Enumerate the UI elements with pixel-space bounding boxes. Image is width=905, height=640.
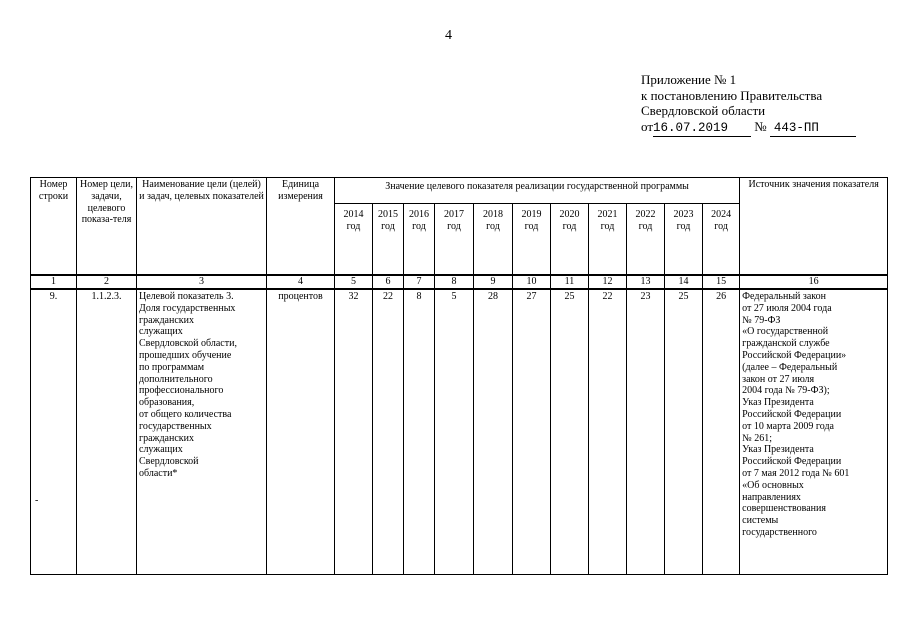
- value-cell: 28: [474, 289, 513, 575]
- column-number: 3: [137, 275, 267, 289]
- column-number: 4: [267, 275, 335, 289]
- appendix-title: Приложение № 1: [641, 72, 737, 87]
- unit-cell: процентов: [267, 289, 335, 575]
- header-year: 2024 год: [703, 204, 740, 276]
- header-year: 2015 год: [373, 204, 404, 276]
- header-year: 2018 год: [474, 204, 513, 276]
- column-number: 12: [589, 275, 627, 289]
- column-number: 9: [474, 275, 513, 289]
- column-number: 16: [740, 275, 888, 289]
- value-cell: 27: [513, 289, 551, 575]
- column-number: 11: [551, 275, 589, 289]
- column-number: 6: [373, 275, 404, 289]
- value-cell: 23: [627, 289, 665, 575]
- column-number: 1: [31, 275, 77, 289]
- goal-number-cell: 1.1.2.3.: [77, 289, 137, 575]
- value-cell: 5: [435, 289, 474, 575]
- column-number: 10: [513, 275, 551, 289]
- table-row: [31, 289, 888, 575]
- value-cell: 26: [703, 289, 740, 575]
- header-name: Наименование цели (целей) и задач, целевых показателей: [137, 178, 267, 276]
- value-cell: 22: [373, 289, 404, 575]
- header-year: 2016 год: [404, 204, 435, 276]
- appendix-region: Свердловской области: [641, 103, 766, 118]
- header-year: 2014 год: [335, 204, 373, 276]
- header-year: 2020 год: [551, 204, 589, 276]
- indicators-table: [30, 177, 888, 575]
- column-number: 7: [404, 275, 435, 289]
- value-cell: 8: [404, 289, 435, 575]
- header-year: 2019 год: [513, 204, 551, 276]
- header-year: 2021 год: [589, 204, 627, 276]
- margin-mark: -: [35, 495, 39, 506]
- column-number: 2: [77, 275, 137, 289]
- column-number: 5: [335, 275, 373, 289]
- page-number: 4: [445, 28, 452, 43]
- row-number-cell: 9.: [31, 289, 77, 575]
- resolution-number: 443-ПП: [770, 121, 856, 138]
- column-number: 14: [665, 275, 703, 289]
- value-cell: 25: [551, 289, 589, 575]
- source-cell: Федеральный закон от 27 июля 2004 года № 79-ФЗ «О государственной гражданской службе Российской Федерации» (далее – Федеральный закон от 27 июля 2004 года № 79-ФЗ); Указ Президента Российской Федерации от 10 марта 2009 года № 261; Указ Президента Российской Федерации от 7 мая 2012 года № 601 «Об основных направлениях совершенствования системы государственного: [740, 289, 888, 575]
- appendix-date-line: [641, 119, 856, 138]
- column-number: 15: [703, 275, 740, 289]
- resolution-date: 16.07.2019: [653, 121, 751, 138]
- number-sign: №: [754, 118, 767, 134]
- value-cell: 22: [589, 289, 627, 575]
- value-cell: 25: [665, 289, 703, 575]
- header-year: 2022 год: [627, 204, 665, 276]
- column-number: 13: [627, 275, 665, 289]
- appendix-resolution: к постановлению Правительства: [641, 87, 823, 103]
- header-source: Источник значения показателя: [740, 178, 888, 276]
- from-label: от: [641, 118, 654, 134]
- column-number-row: [31, 275, 888, 289]
- column-number: 8: [435, 275, 474, 289]
- header-values-group: Значение целевого показателя реализации государственной программы: [335, 178, 740, 204]
- header-unit: Единица измерения: [267, 178, 335, 276]
- header-year: 2023 год: [665, 204, 703, 276]
- indicator-name-cell: Целевой показатель 3. Доля государственных гражданских служащих Свердловской области, прошедших обучение по программам дополнительного профессионального образования, от общего количества государственных гражданских служащих Свердловской области*: [137, 289, 267, 575]
- header-row-number: Номер строки: [31, 178, 77, 276]
- value-cell: 32: [335, 289, 373, 575]
- header-goal-number: Номер цели, задачи, целевого показа-теля: [77, 178, 137, 276]
- header-year: 2017 год: [435, 204, 474, 276]
- appendix-header: [641, 72, 856, 137]
